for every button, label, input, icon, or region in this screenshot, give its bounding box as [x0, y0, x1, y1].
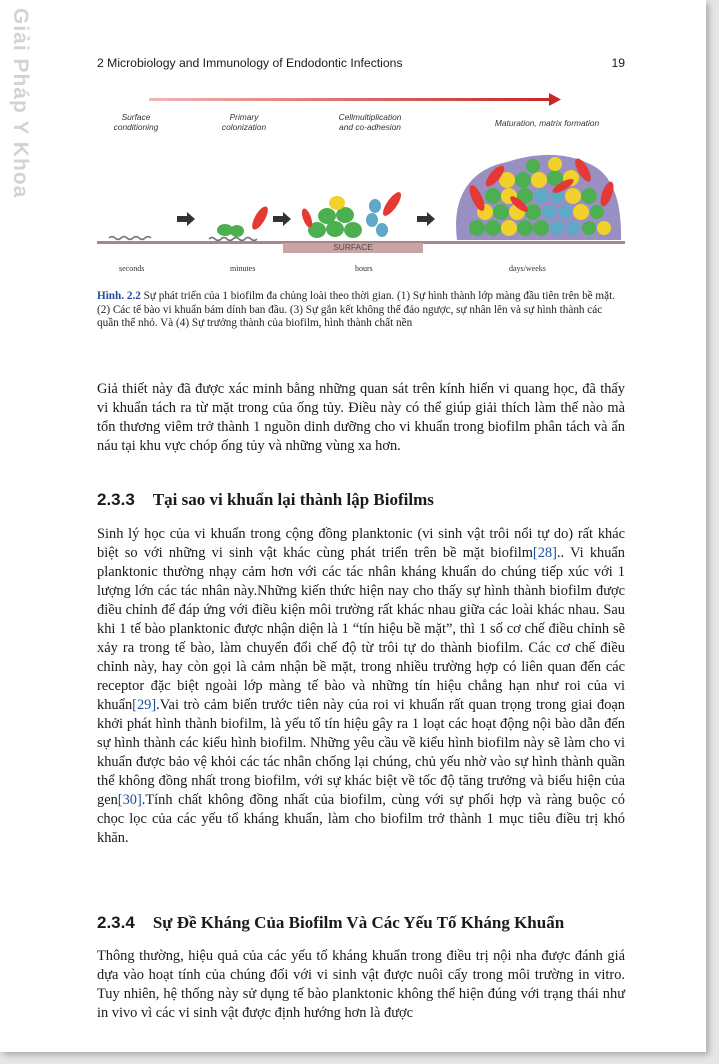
stage-label-line: Primary [229, 112, 259, 122]
time-arrow-head [549, 93, 561, 106]
citation-link[interactable]: [30] [117, 792, 142, 808]
figure-caption [97, 290, 625, 331]
stage-label-line: colonization [221, 122, 267, 132]
stage-arrow [417, 212, 435, 226]
stage-arrow [273, 212, 291, 226]
caption-text: Sự phát triển của 1 biofilm đa chủng loài theo thời gian. (1) Sự hình thành lớp màng đầu tiên trên bề mặt. (2) Các tế bào vi khuẩn bám dính ban đầu. (3) Sự gắn kết không thể đảo ngược, sự nhân lên và sự hình thành các quần thể nhỏ. Và (4) Sự trưởng thành của biofilm, hình thành chất nền [97, 290, 616, 330]
yellow-cell [329, 196, 345, 210]
blue-cell [369, 199, 381, 213]
time-label-seconds: seconds [119, 264, 145, 273]
time-label-days-weeks: days/weeks [509, 264, 546, 273]
section-number: 2.3.4 [97, 913, 135, 932]
blue-cell [376, 223, 388, 237]
paragraph-text: .Vai trò cảm biến trước tiên này của roi vi khuẩn rất quan trọng trong giai đoạn khởi phát hình thành biofilm, là yếu tố tín hiệu gây ra 1 loạt các hoạt động nội bào dẫn đến sự hình thành các kiểu hình biofilm. Những yêu cầu về kiểu hình biofilm này sẽ làm cho vi khuẩn được bảo vệ khỏi các tác nhân chống lại chúng, chủ yếu nhờ vào sự hình thành quần thể không đồng nhất trong biofilm, với sự khác biệt về tốc độ tăng trưởng và biểu hiện của gen [97, 697, 625, 808]
time-arrow [149, 98, 549, 101]
intro-paragraph: Giả thiết này đã được xác minh bằng những quan sát trên kính hiển vi quang học, đã thấy vi khuẩn tách ra từ mặt trong của ống tủy. Điều này có thể giúp giải thích làm thế nào mà tổn thương viêm trở thành 1 nguồn dinh dưỡng cho vi khuẩn trong biofilm phân tách và ẩn náu tại khu vực chóp ống tủy và những vùng xa hơn. [97, 381, 625, 454]
citation-link[interactable]: [29] [132, 697, 157, 713]
paragraph-text: .Tính chất không đồng nhất của biofilm, cùng với sự phối hợp và ràng buộc có chọc lọc của các yếu tố kháng khuẩn, làm cho biofilm trở thành 1 mục tiêu điều trị khó khăn. [97, 792, 625, 846]
blue-cell [366, 213, 378, 227]
stage-label-line: and co-adhesion [339, 122, 401, 132]
citation-link[interactable]: [28] [532, 545, 557, 561]
stage-label-maturation: Maturation, matrix formation [494, 118, 600, 128]
green-cell [344, 222, 362, 238]
stage-label-line: Cellmultiplication [338, 112, 402, 122]
stage-arrow [177, 212, 195, 226]
stage-label-surface-conditioning [101, 112, 171, 132]
stage-label-cell-multiplication [315, 112, 425, 132]
green-cell [230, 225, 244, 237]
red-cell [380, 190, 404, 219]
section-heading-2-3-3 [97, 490, 625, 510]
red-cell [249, 204, 271, 232]
paragraph-text: Sinh lý học của vi khuẩn trong cộng đồng planktonic (vi sinh vật trôi nổi tự do) rất khác biệt so với những vi sinh vật khác cùng phát triển trên bề mặt biofilm [97, 526, 625, 561]
running-header [97, 56, 625, 70]
surface-label: SURFACE [333, 242, 373, 252]
section-title: Sự Đề Kháng Của Biofilm Và Các Yếu Tố Kháng Khuẩn [152, 913, 565, 932]
stage-label-line: conditioning [113, 122, 159, 132]
section-heading-2-3-4 [97, 913, 625, 933]
paragraph-text: .. Vi khuẩn planktonic thường nhạy cảm hơn với các tác nhân kháng khuẩn do chúng tiếp xúc với 1 lượng lớn các tác nhân này.Những kiến thức hiện nay cho thấy sự hình thành biofilm được điều chỉnh để đáp ứng với điều kiện môi trường rất khác nhau giữa các loài khác nhau. Sau khi 1 tế bào planktonic được nhận diện là 1 “tín hiệu bề mặt”, thì 1 số cơ chế điều chỉnh sẽ xảy ra trong tế bào, làm chuyển đổi chế độ từ trôi tự do thành biofilm. Các cơ chế điều chỉnh này, hay còn gọi là cảm nhận bề mặt, trong nhiều trường hợp có liên quan đến các receptor đặc biệt ngoài lớp màng tế bào và những tín hiệu chẳng hạn như roi của vi khuẩn [97, 545, 625, 713]
biofilm-figure [97, 90, 625, 280]
conditioning-film [109, 237, 151, 240]
section-number: 2.3.3 [97, 490, 135, 509]
caption-label: Hình. 2.2 [97, 290, 141, 302]
section-title: Tại sao vi khuẩn lại thành lập Biofilms [152, 490, 434, 509]
green-cell [318, 208, 336, 224]
stage-label-primary-colonization [209, 112, 279, 132]
time-label-hours: hours [355, 264, 373, 273]
stage-label-line: Surface [121, 112, 151, 122]
watermark: Giải Pháp Y Khoa [9, 8, 32, 199]
conditioning-film-2 [209, 238, 257, 241]
section-2-3-3-paragraph [97, 525, 625, 848]
section-2-3-4-paragraph: Thông thường, hiệu quả của các yếu tố kháng khuẩn trong điều trị nội nha được đánh giá dựa vào hoạt tính của chúng đối với vi sinh vật được nuôi cấy trong môi trường in vitro. Tuy nhiên, hệ thống này sử dụng tế bào planktonic không thể hiện đúng với trạng thái như in vivo vì các vi sinh vật được định hướng hơn là được [97, 948, 625, 1021]
page-number: 19 [611, 56, 625, 70]
time-label-minutes: minutes [230, 264, 256, 273]
chapter-title: 2 Microbiology and Immunology of Endodontic Infections [97, 56, 403, 70]
